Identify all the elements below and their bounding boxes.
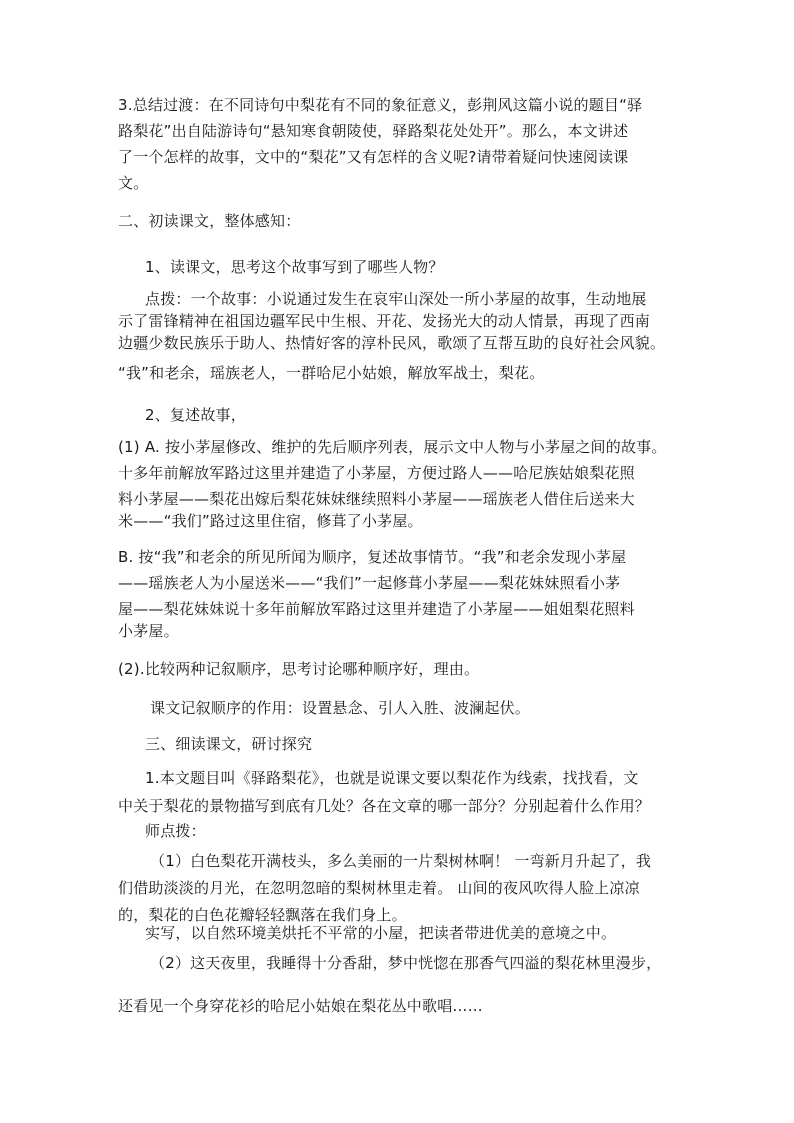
text-line: B. 按“我”和老余的所见所闻为顺序，复述故事情节。“我”和老余发现小茅屋 (118, 548, 627, 566)
question-heading: 2、复述故事， (145, 406, 246, 424)
text-line: (1) A. 按小茅屋修改、维护的先后顺序列表，展示文中人物与小茅屋之间的故事。 (118, 438, 667, 456)
text-line: “我”和老余，瑶族老人，一群哈尼小姑娘，解放军战士，梨花。 (118, 364, 545, 382)
text-line: 们借助淡淡的月光，在忽明忽暗的梨树林里走着。 山间的夜风吹得人脸上凉凉 (118, 879, 640, 897)
question-heading: 1、读课文，思考这个故事写到了哪些人物？ (145, 258, 444, 276)
text-line: 还看见一个身穿花衫的哈尼小姑娘在梨花丛中歌唱…… (118, 997, 483, 1015)
text-line: 十多年前解放军路过这里并建造了小茅屋，方便过路人——哈尼族姑娘梨花照 (118, 464, 635, 482)
text-line: 3.总结过渡：在不同诗句中梨花有不同的象征意义，彭荆风这篇小说的题目“驿 (118, 96, 643, 114)
text-line: 边疆少数民族乐于助人、热情好客的淳朴民风，歌颂了互帮互助的良好社会风貌。 (118, 334, 666, 352)
text-line: 的，梨花的白色花瓣轻轻飘落在我们身上。 (118, 906, 407, 924)
text-line: 料小茅屋——梨花出嫁后梨花妹妹继续照料小茅屋——瑶族老人借住后送来大 (118, 490, 635, 508)
text-line: 屋——梨花妹妹说十多年前解放军路过这里并建造了小茅屋——姐姐梨花照料 (118, 600, 635, 618)
text-line: ——瑶族老人为小屋送米——“我们”一起修葺小茅屋——梨花妹妹照看小茅 (118, 574, 621, 592)
text-line: （2）这天夜里，我睡得十分香甜，梦中恍惚在那香气四溢的梨花林里漫步， (150, 954, 662, 972)
text-line: 中关于梨花的景物描写到底有几处？各在文章的哪一部分？分别起着什么作用？ (118, 797, 651, 815)
text-line: 课文记叙顺序的作用：设置悬念、引人入胜、波澜起伏。 (150, 699, 531, 717)
text-line: 实写，以自然环境美烘托不平常的小屋，把读者带进优美的意境之中。 (145, 924, 617, 942)
text-line: 了一个怎样的故事，文中的“梨花”又有怎样的含义呢?请带着疑问快速阅读课 (118, 148, 629, 166)
text-line: （1）白色梨花开满枝头，多么美丽的一片梨树林啊！ 一弯新月升起了，我 (150, 852, 652, 870)
section-heading: 三、细读课文，研讨探究 (145, 735, 313, 753)
section-heading: 二、初读课文，整体感知： (118, 212, 301, 230)
text-line: 1.本文题目叫《驿路梨花》，也就是说课文要以梨花作为线索，找找看，文 (145, 769, 639, 787)
text-line: 点拨：一个故事：小说通过发生在哀牢山深处一所小茅屋的故事，生动地展 (145, 290, 647, 308)
text-line: 小茅屋。 (118, 622, 179, 640)
text-line: (2).比较两种记叙顺序，思考讨论哪种顺序好，理由。 (118, 660, 480, 678)
text-line: 文。 (118, 174, 149, 192)
text-line: 师点拨： (145, 822, 206, 840)
text-line: 米——“我们”路过这里住宿，修葺了小茅屋。 (118, 512, 423, 530)
text-line: 示了雷锋精神在祖国边疆军民中生根、开花、发扬光大的动人情景，再现了西南 (118, 312, 651, 330)
text-line: 路梨花”出自陆游诗句“悬知寒食朝陵使，驿路梨花处处开”。那么，本文讲述 (118, 122, 629, 140)
